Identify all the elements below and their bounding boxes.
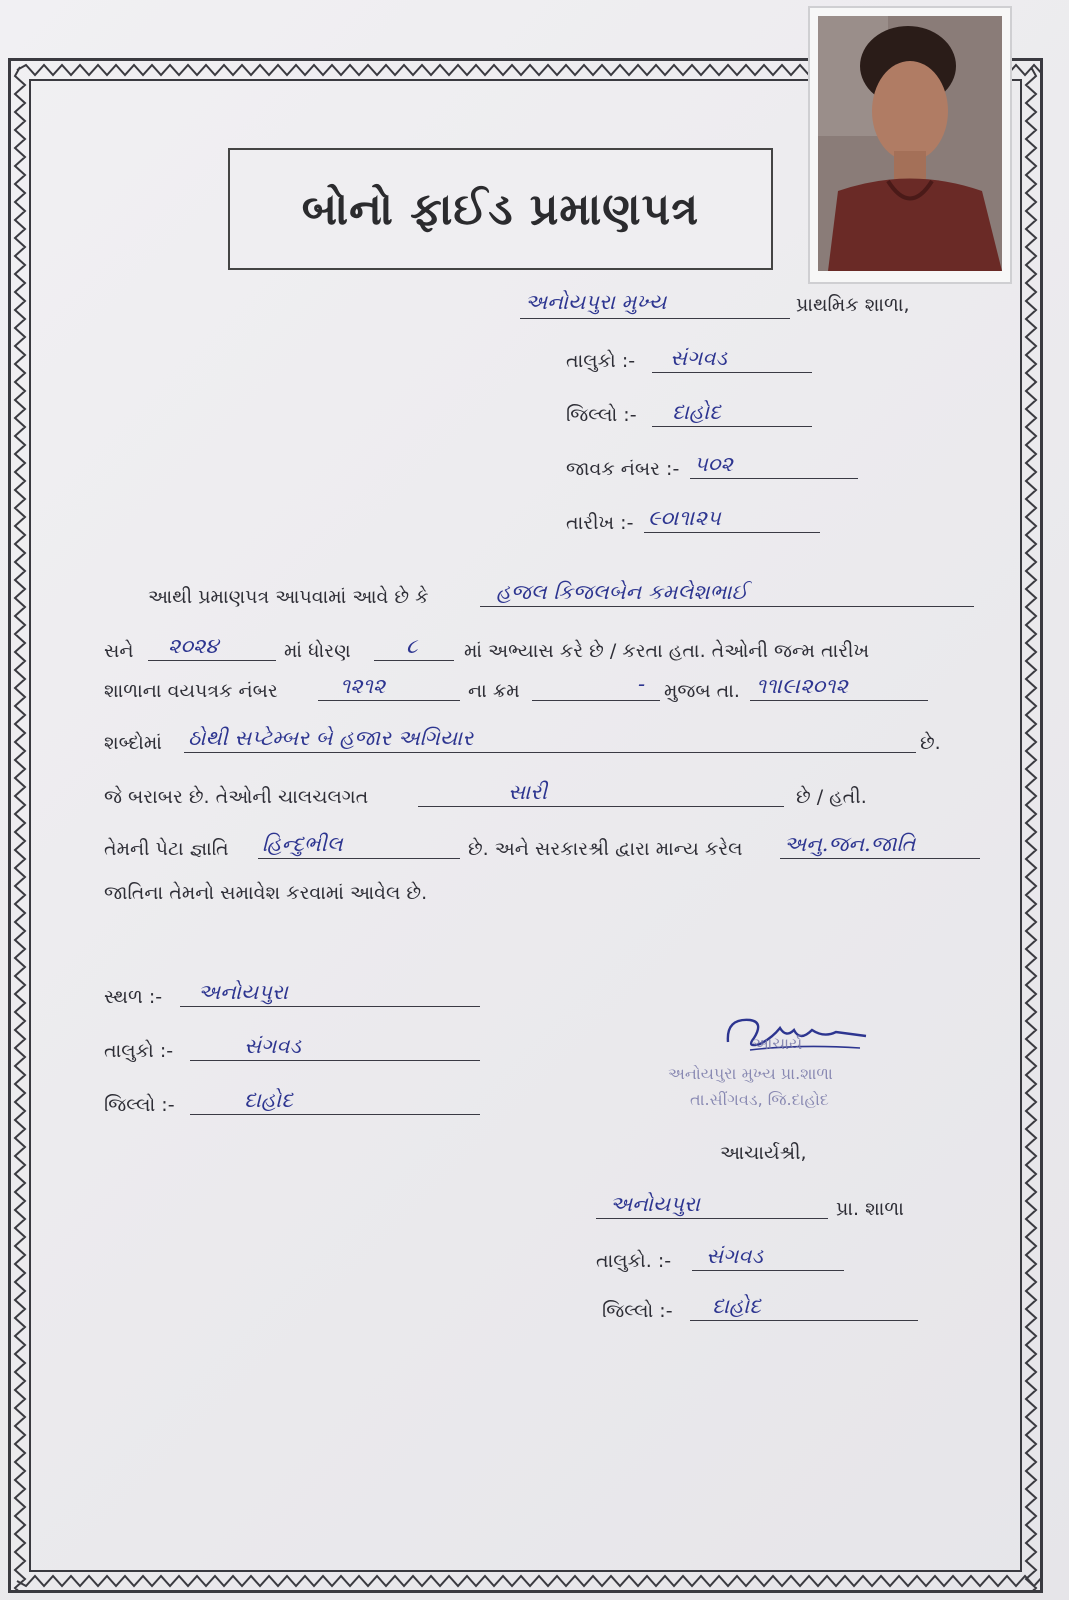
body-line1-prefix: આથી પ્રમાણપત્ર આપવામાં આવે છે કે <box>148 586 429 608</box>
words-value: ઠોથી સપ્ટેમ્બર બે હજાર અગિયાર <box>188 726 474 750</box>
std-line <box>374 660 454 661</box>
stamp-line1: આચાર્ય <box>752 1034 803 1053</box>
taluka-label: તાલુકો :- <box>566 350 636 372</box>
conduct-line <box>418 806 784 807</box>
serial-line <box>532 700 660 701</box>
footer-taluka-line <box>190 1060 480 1061</box>
date-value: ૯૦।૧।૨૫ <box>648 506 721 530</box>
footer-right-district-label: જિલ્લો :- <box>602 1300 673 1322</box>
words-prefix: શબ્દોમાં <box>104 732 162 754</box>
caste-end: જાતિના તેમનો સમાવેશ કરવામાં આવેલ છે. <box>104 882 428 904</box>
district-value: દાહોદ <box>672 400 721 424</box>
caste-value: હિન્દુભીલ <box>262 832 343 856</box>
taluka-line <box>652 372 812 373</box>
dob-value: ૧૧।૯।૨૦૧૨ <box>756 674 848 698</box>
register-value: ૧૨૧૨ <box>340 674 386 698</box>
place-line <box>180 1006 480 1007</box>
words-line <box>184 752 916 753</box>
certificate-border <box>8 58 1043 1593</box>
footer-district-line <box>190 1114 480 1115</box>
footer-school-value: અનોયપુરા <box>610 1192 700 1216</box>
dob-line <box>750 700 928 701</box>
footer-district-label: જિલ્લો :- <box>104 1094 175 1116</box>
footer-school-line <box>596 1218 828 1219</box>
category-value: અનુ.જન.જાતિ <box>784 832 916 856</box>
place-value: અનોયપુરા <box>198 980 288 1004</box>
taluka-value: સંગવડ <box>670 346 727 370</box>
study-text: માં અભ્યાસ કરે છે / કરતા હતા. તેઓની જન્મ તારીખ <box>464 640 870 662</box>
student-name: હજલ કિજલબેન કમલેશભાઈ <box>496 580 748 604</box>
stamp-line3: તા.સીંગવડ, જિ.દાહોદ <box>690 1090 829 1109</box>
portrait-icon <box>818 16 1002 271</box>
student-name-line <box>480 606 974 607</box>
school-name-handwritten: અનોયપુરા મુખ્ય <box>525 290 667 314</box>
footer-right-taluka-line <box>692 1270 844 1271</box>
date-label: તારીખ :- <box>566 512 634 534</box>
footer-taluka-label: તાલુકો :- <box>104 1040 174 1062</box>
certificate-title: બોનો ફાઈડ પ્રમાણપત્ર <box>301 183 700 235</box>
caste-prefix: તેમની પેટા જ્ઞાતિ <box>104 838 229 860</box>
footer-right-taluka-label: તાલુકો. :- <box>596 1250 672 1272</box>
school-suffix: પ્રાથમિક શાળા, <box>796 294 910 316</box>
register-prefix: શાળાના વયપત્રક નંબર <box>104 680 278 702</box>
year-prefix: સને <box>104 640 134 662</box>
district-label: જિલ્લો :- <box>566 404 637 426</box>
principal-label: આચાર્યશ્રી, <box>720 1142 807 1164</box>
footer-right-district-line <box>690 1320 918 1321</box>
place-label: સ્થળ :- <box>104 986 163 1008</box>
serial-prefix: ના ક્રમ <box>468 680 520 702</box>
inward-value: ૫૦૨ <box>694 452 733 476</box>
footer-right-district-value: દાહોદ <box>712 1294 761 1318</box>
footer-district-value: દાહોદ <box>244 1088 293 1112</box>
school-stamp <box>668 1034 898 1120</box>
stamp-line2: અનોયપુરા મુખ્ય પ્રા.શાળા <box>668 1064 833 1083</box>
inward-line <box>690 478 858 479</box>
school-name-line <box>520 318 790 319</box>
photo-image <box>818 16 1002 271</box>
inward-label: જાવક નંબર :- <box>566 458 680 480</box>
conduct-suffix: છે / હતી. <box>796 786 867 808</box>
caste-mid: છે. અને સરકારશ્રી દ્વારા માન્ય કરેલ <box>468 838 743 860</box>
year-value: ૨૦૨૪ <box>168 634 219 658</box>
conduct-value: સારી <box>508 780 548 804</box>
title-box <box>228 148 773 270</box>
conduct-prefix: જે બરાબર છે. તેઓની ચાલચલગત <box>104 786 369 808</box>
std-value: ૮ <box>406 634 418 658</box>
date-line <box>644 532 820 533</box>
footer-school-suffix: પ્રા. શાળા <box>836 1198 904 1220</box>
year-line <box>148 660 276 661</box>
serial-value: - <box>638 672 646 696</box>
footer-taluka-value: સંગવડ <box>244 1034 301 1058</box>
std-prefix: માં ધોરણ <box>284 640 351 662</box>
footer-right-taluka-value: સંગવડ <box>706 1244 763 1268</box>
caste-line <box>258 858 460 859</box>
register-line <box>318 700 460 701</box>
category-line <box>780 858 980 859</box>
student-photo <box>808 6 1012 284</box>
district-line <box>652 426 812 427</box>
words-suffix: છે. <box>920 732 941 754</box>
dob-prefix: મુજબ તા. <box>664 680 740 702</box>
